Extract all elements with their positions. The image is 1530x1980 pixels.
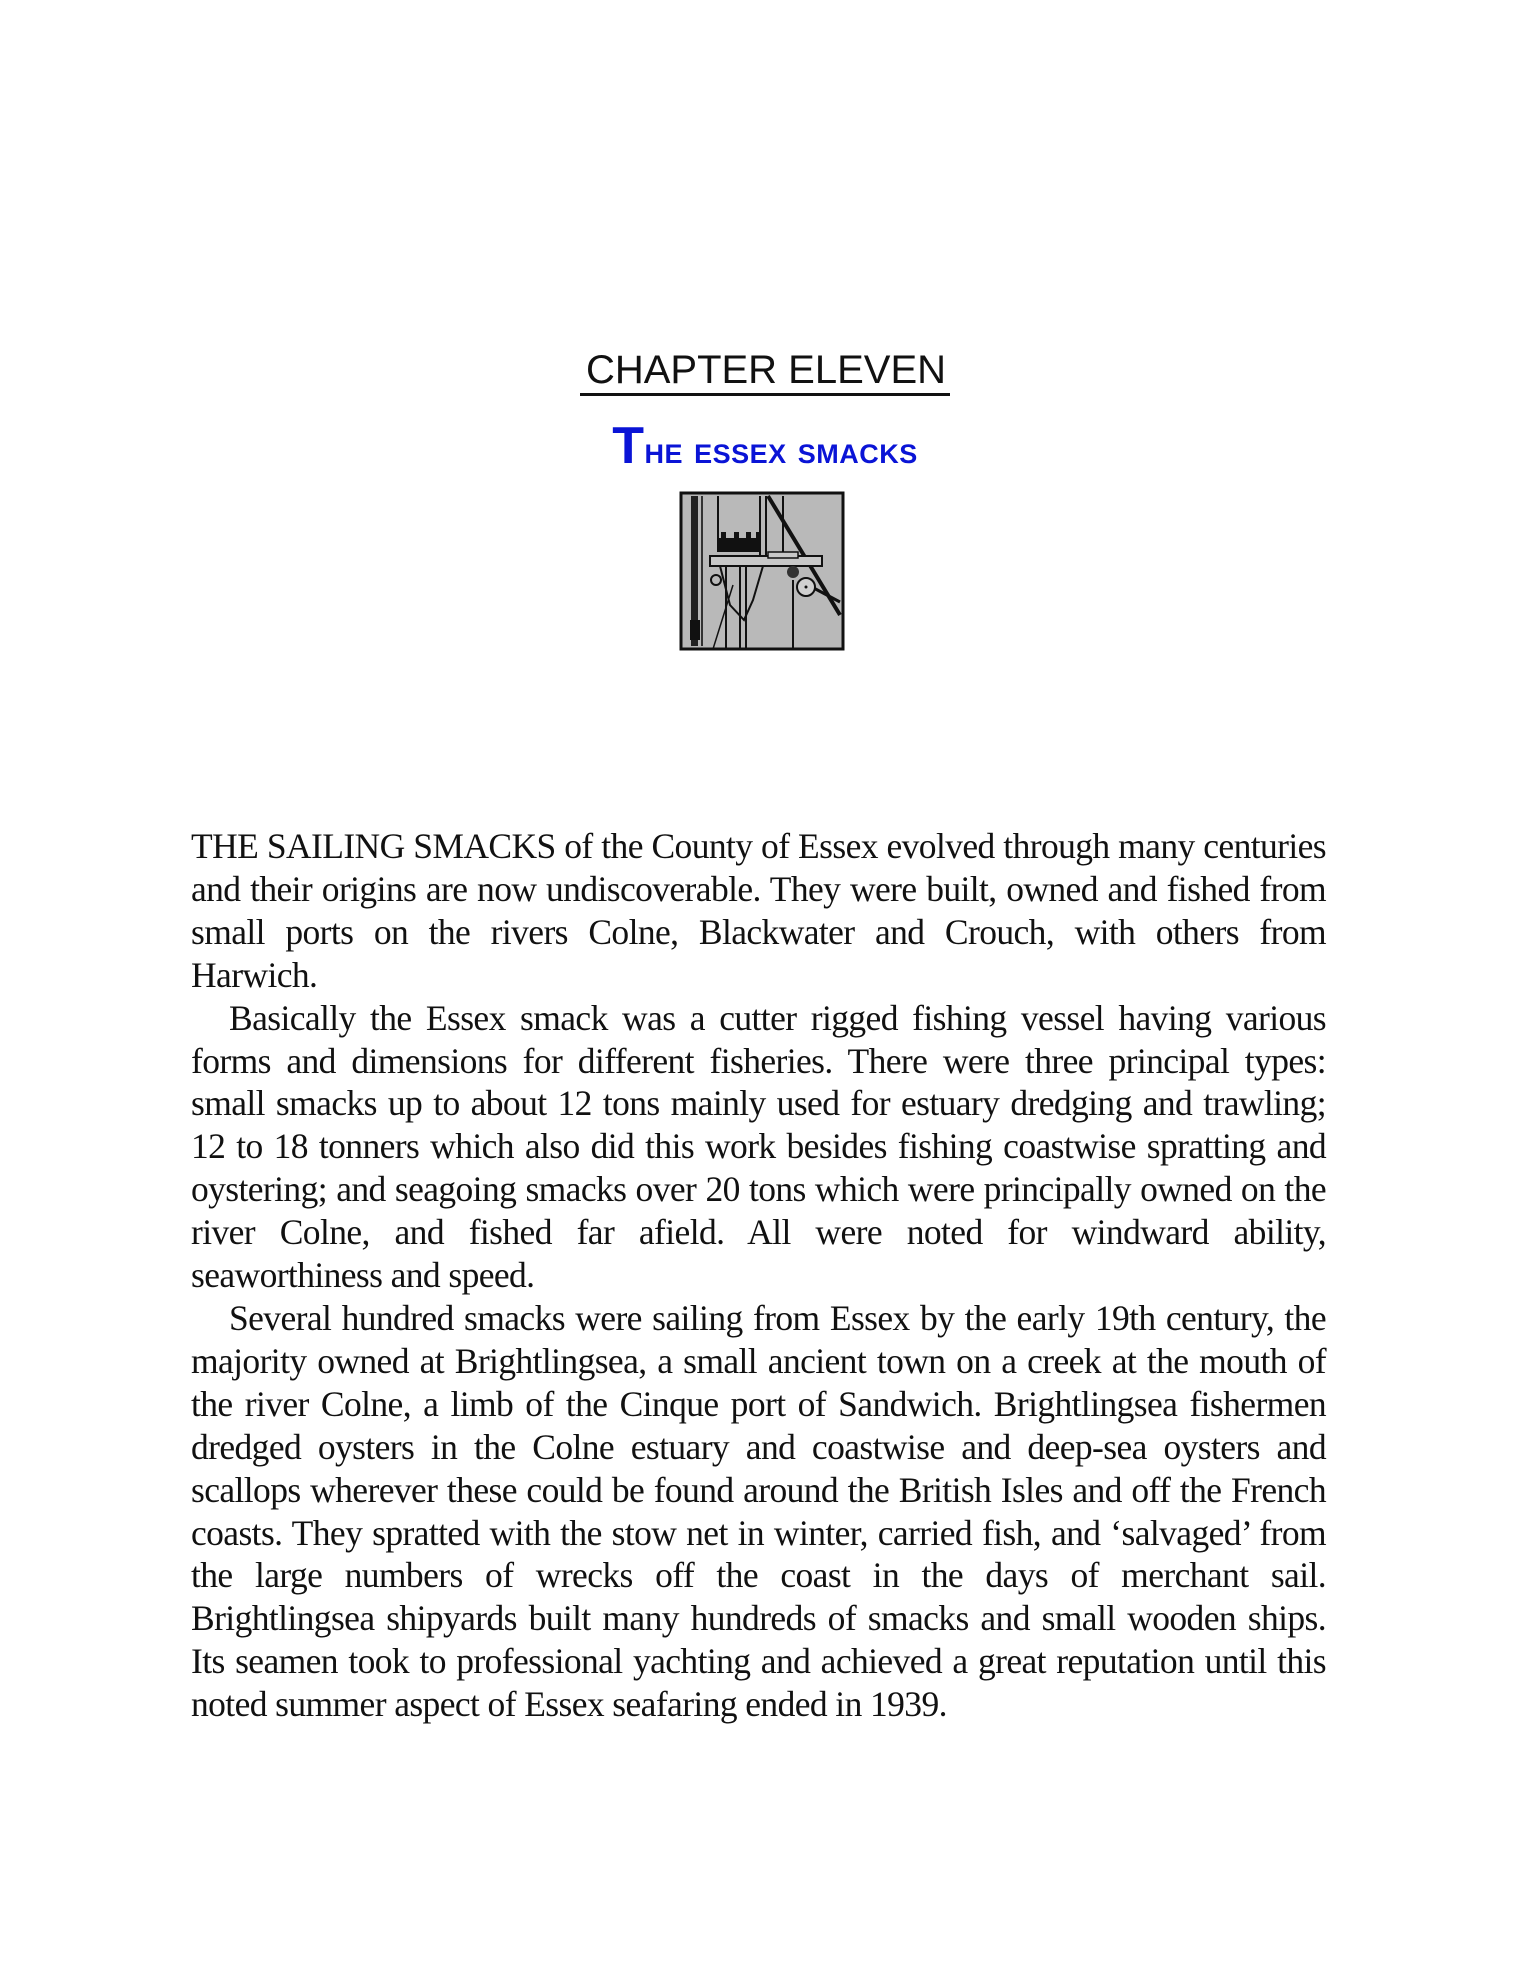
- chapter-title-rest: he essex smacks: [644, 430, 918, 472]
- chapter-label-text: CHAPTER ELEVEN: [580, 348, 950, 396]
- paragraph-2: Basically the Essex smack was a cutter rigged fishing vessel having various forms and dimensions for different fisheries. There were three principal types: small smacks up to about 12 tons mainly used for estuary dredging and trawling; 12 to 18 tonners which also did this work besides fishing coastwise spratting and oystering; and seagoing smacks over 20 tons which were principally owned on the river Colne, and fished far afield. All were noted for windward ability, seaworthiness and speed.: [191, 997, 1326, 1296]
- chapter-body-text: [191, 825, 1326, 1726]
- chapter-title: [0, 418, 1530, 479]
- paragraph-1: THE SAILING SMACKS of the County of Essex evolved through many centuries and their origins are now undiscoverable. They were built, owned and fished from small ports on the rivers Colne, Blackwater and Crouch, with others from Harwich.: [191, 826, 1326, 995]
- chapter-title-initial: T: [612, 417, 645, 475]
- smack-rigging-illustration: [678, 490, 846, 652]
- chapter-label: [0, 346, 1530, 394]
- paragraph-3: Several hundred smacks were sailing from Essex by the early 19th century, the majority owned at Brightlingsea, a small ancient town on a creek at the mouth of the river Colne, a limb of the Cinque port of Sandwich. Brightlingsea fishermen dredged oysters in the Colne estuary and coastwise and deep-sea oysters and scallops wherever these could be found around the British Isles and off the French coasts. They spratted with the stow net in winter, carried fish, and ‘salvaged’ from the large numbers of wrecks off the coast in the days of merchant sail. Brightlingsea shipyards built many hundreds of smacks and small wooden ships. Its seamen took to professional yachting and achieved a great reputation until this noted summer aspect of Essex seafaring ended in 1939.: [191, 1297, 1326, 1725]
